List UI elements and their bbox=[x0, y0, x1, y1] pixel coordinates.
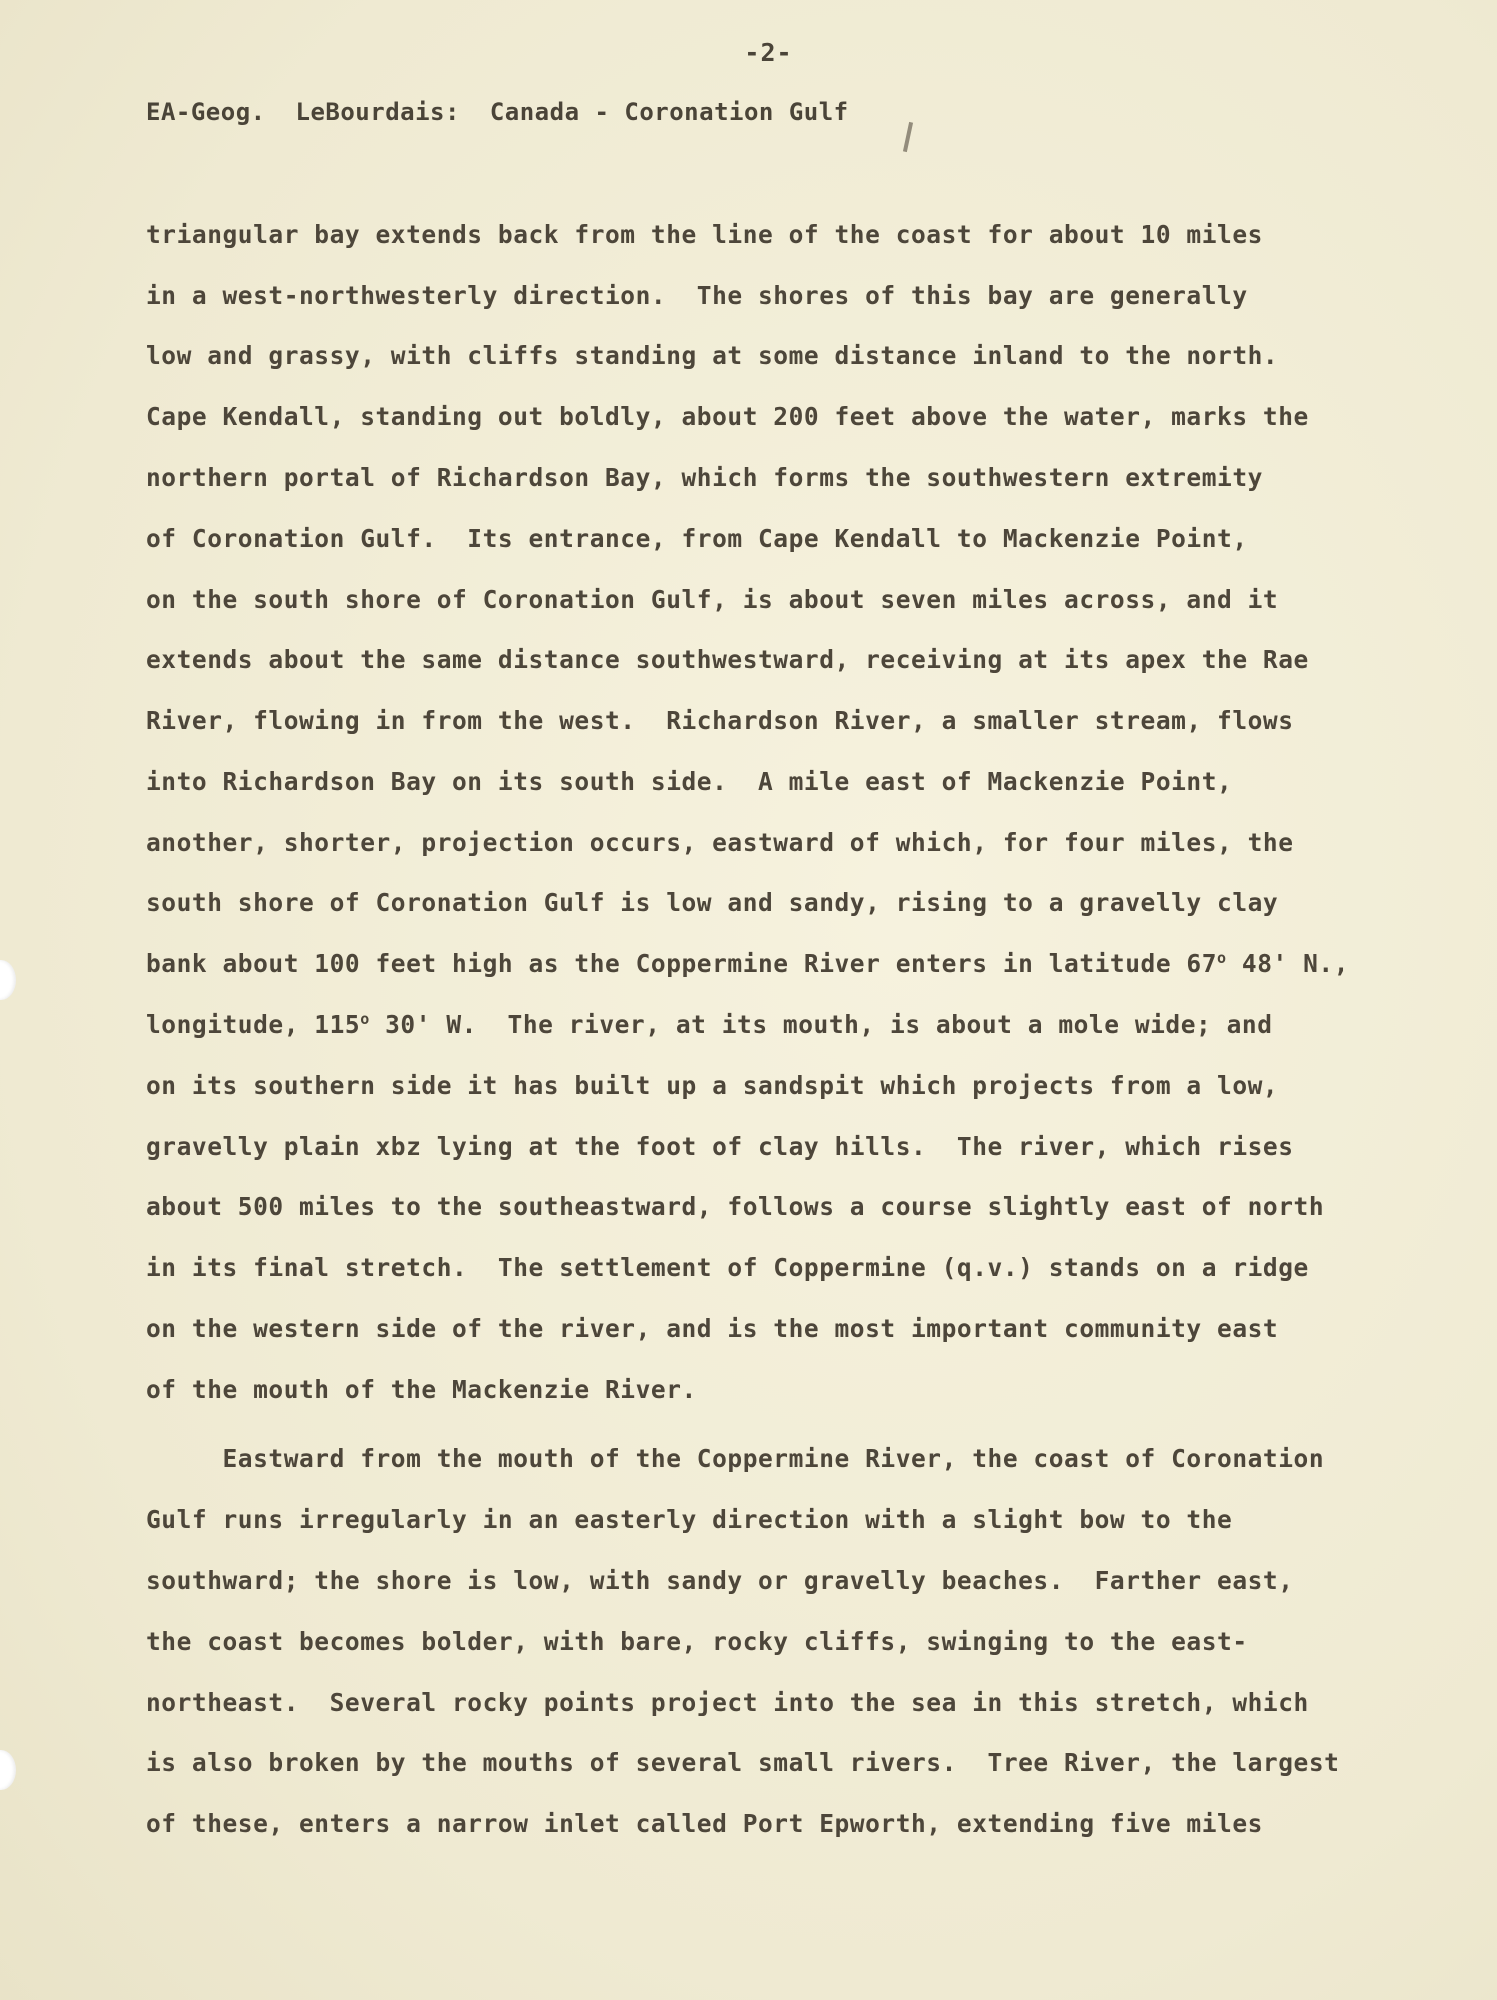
text-line: of these, enters a narrow inlet called Port Epworth, extending five miles bbox=[146, 1809, 1263, 1838]
text-line: southward; the shore is low, with sandy or gravelly beaches. Farther east, bbox=[146, 1566, 1294, 1595]
text-line: triangular bay extends back from the line of the coast for about 10 miles bbox=[146, 220, 1263, 249]
text-line: south shore of Coronation Gulf is low and sandy, rising to a gravelly clay bbox=[146, 888, 1279, 917]
text-line: into Richardson Bay on its south side. A mile east of Mackenzie Point, bbox=[146, 767, 1233, 796]
text-line: on its southern side it has built up a sandspit which projects from a low, bbox=[146, 1071, 1279, 1100]
text-line: of Coronation Gulf. Its entrance, from Cape Kendall to Mackenzie Point, bbox=[146, 524, 1248, 553]
degree-mark: o bbox=[1217, 948, 1227, 967]
text-line: in its final stretch. The settlement of Coppermine (q.v.) stands on a ridge bbox=[146, 1253, 1309, 1282]
text-line: low and grassy, with cliffs standing at some distance inland to the north. bbox=[146, 341, 1279, 370]
document-header: EA-Geog. LeBourdais: Canada - Coronation Gulf bbox=[146, 98, 849, 126]
punch-hole bbox=[0, 1750, 16, 1790]
stray-pencil-mark bbox=[903, 122, 913, 152]
punch-hole bbox=[0, 960, 16, 1000]
text-line-latitude bbox=[146, 949, 1349, 978]
text-line: northern portal of Richardson Bay, which forms the southwestern extremity bbox=[146, 463, 1263, 492]
text-line: in a west-northwesterly direction. The shores of this bay are generally bbox=[146, 281, 1248, 310]
text-line: extends about the same distance southwestward, receiving at its apex the Rae bbox=[146, 645, 1309, 674]
text-line: on the western side of the river, and is the most important community east bbox=[146, 1314, 1279, 1343]
text-line: Eastward from the mouth of the Coppermine River, the coast of Coronation bbox=[146, 1444, 1325, 1473]
page-number: -2- bbox=[744, 38, 793, 67]
degree-mark: o bbox=[360, 1009, 370, 1028]
text-line: about 500 miles to the southeastward, follows a course slightly east of north bbox=[146, 1192, 1325, 1221]
text-line: another, shorter, projection occurs, eastward of which, for four miles, the bbox=[146, 828, 1294, 857]
text-segment: 30' W. The river, at its mouth, is about a mole wide; and bbox=[369, 1010, 1273, 1039]
text-segment: longitude, 115 bbox=[146, 1010, 361, 1039]
text-line: northeast. Several rocky points project into the sea in this stretch, which bbox=[146, 1688, 1309, 1717]
text-line: gravelly plain xbz lying at the foot of clay hills. The river, which rises bbox=[146, 1132, 1294, 1161]
text-line: River, flowing in from the west. Richardson River, a smaller stream, flows bbox=[146, 706, 1294, 735]
text-segment: 48' N., bbox=[1226, 949, 1350, 978]
text-line: the coast becomes bolder, with bare, rocky cliffs, swinging to the east- bbox=[146, 1627, 1248, 1656]
text-line: Cape Kendall, standing out boldly, about 200 feet above the water, marks the bbox=[146, 402, 1309, 431]
text-segment: bank about 100 feet high as the Coppermine River enters in latitude 67 bbox=[146, 949, 1218, 978]
text-line: Gulf runs irregularly in an easterly direction with a slight bow to the bbox=[146, 1505, 1233, 1534]
text-line: of the mouth of the Mackenzie River. bbox=[146, 1375, 697, 1404]
text-line-longitude bbox=[146, 1010, 1273, 1039]
text-line: on the south shore of Coronation Gulf, is about seven miles across, and it bbox=[146, 585, 1279, 614]
text-line: is also broken by the mouths of several small rivers. Tree River, the largest bbox=[146, 1748, 1340, 1777]
